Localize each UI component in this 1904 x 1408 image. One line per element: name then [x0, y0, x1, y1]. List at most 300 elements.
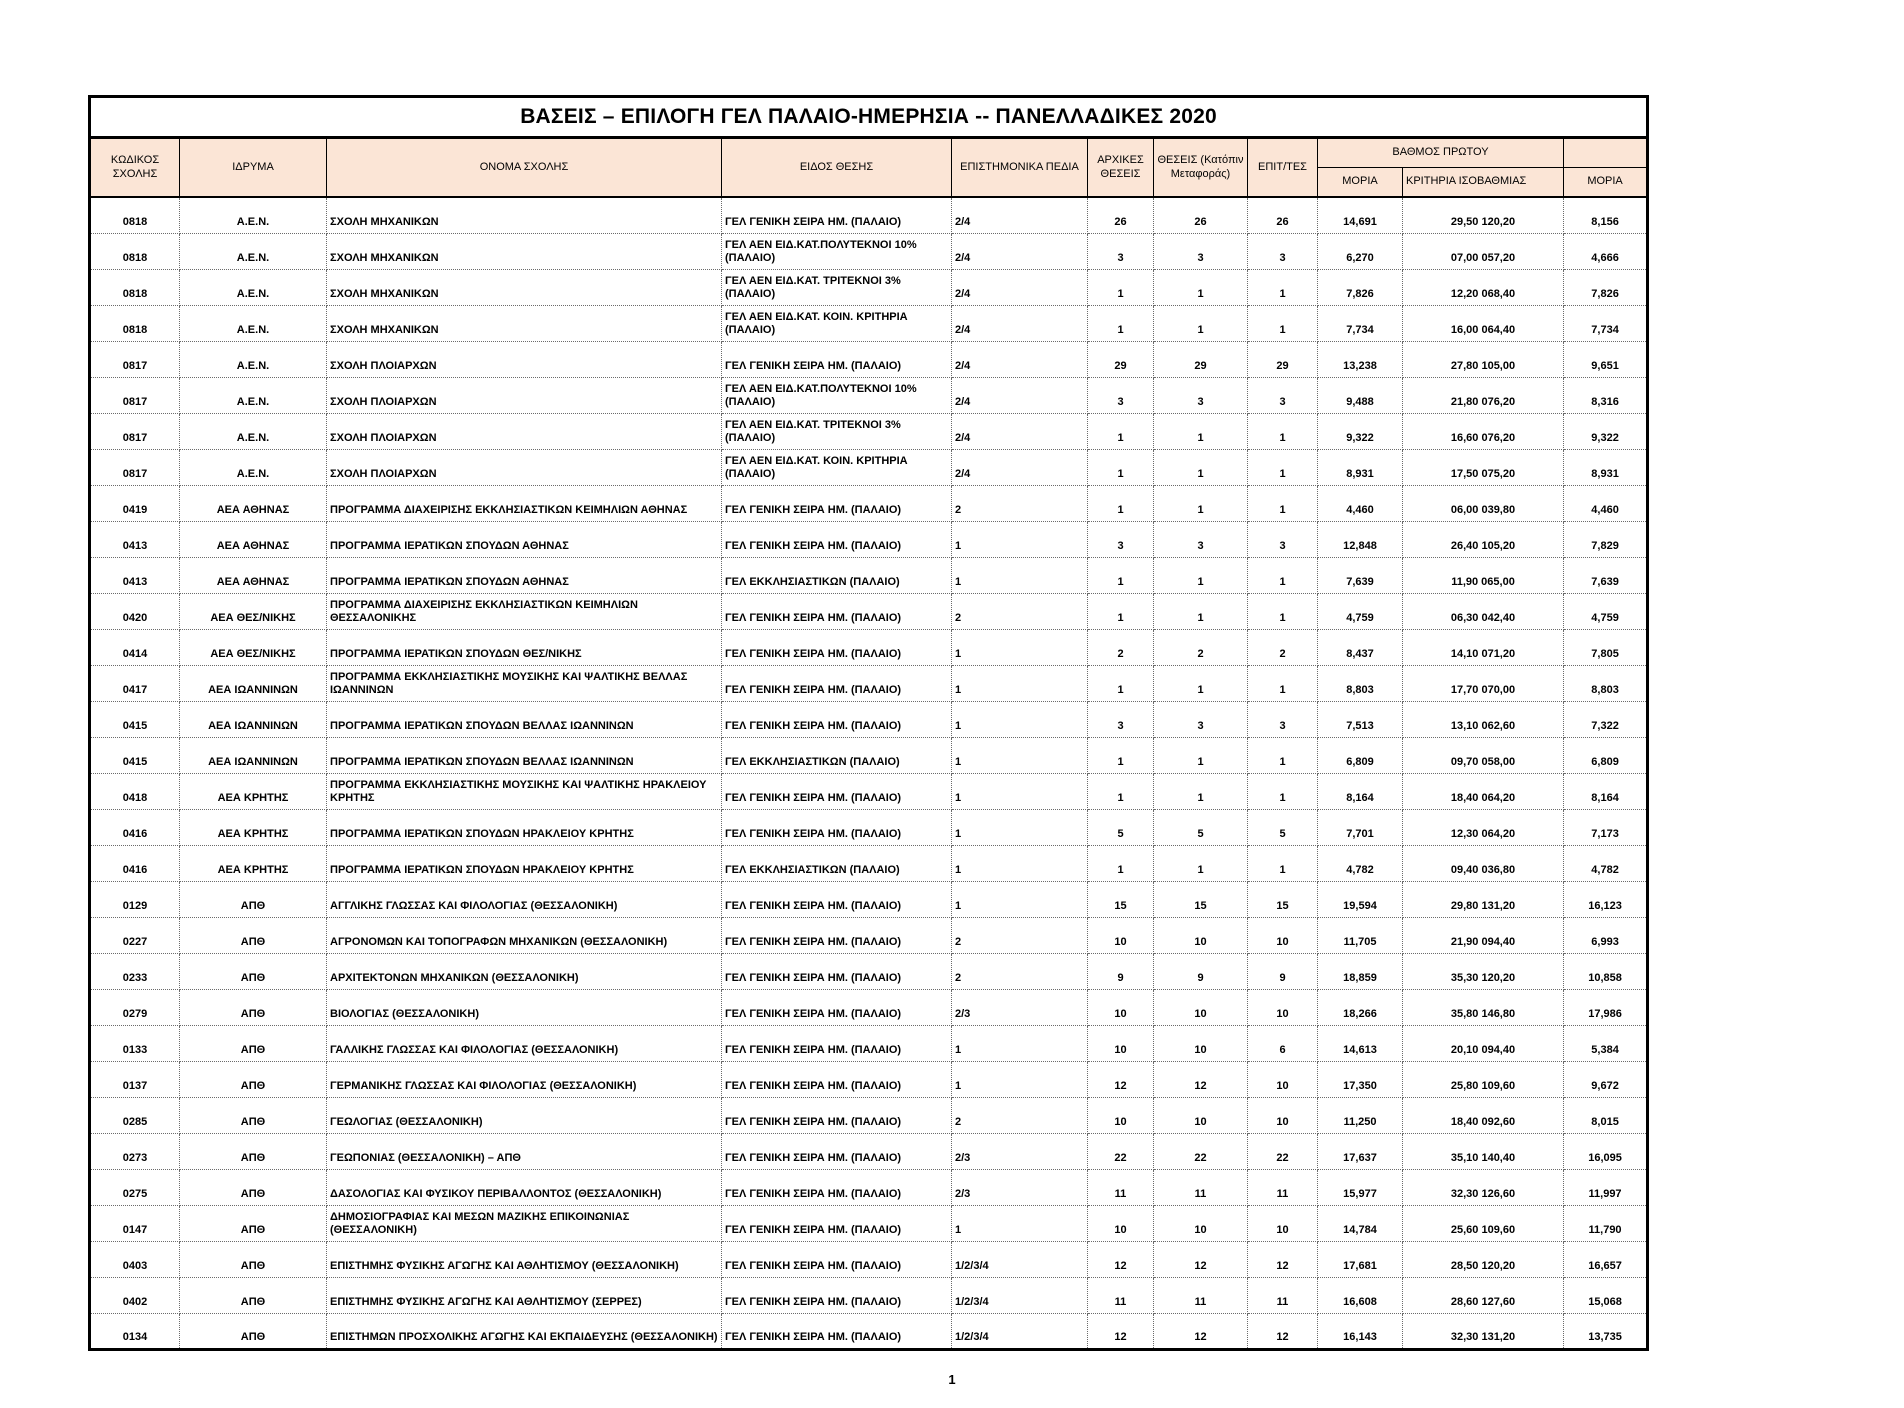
- last-moria-cell: 7,826: [1564, 269, 1648, 305]
- scientific-fields-cell: 2/3: [952, 1133, 1088, 1169]
- initial-seats-cell: 29: [1088, 341, 1154, 377]
- seats-after-transfer-cell: 1: [1154, 845, 1248, 881]
- tie-criteria-cell: 11,90 065,00: [1403, 557, 1564, 593]
- school-name-cell: ΕΠΙΣΤΗΜΗΣ ΦΥΣΙΚΗΣ ΑΓΩΓΗΣ ΚΑΙ ΑΘΛΗΤΙΣΜΟΥ (ΘΕΣΣΑΛΟΝΙΚΗ): [327, 1241, 722, 1277]
- last-moria-cell: 9,322: [1564, 413, 1648, 449]
- school-name-cell: ΣΧΟΛΗ ΠΛΟΙΑΡΧΩΝ: [327, 341, 722, 377]
- table-row: [90, 305, 1648, 341]
- admitted-cell: 1: [1248, 269, 1318, 305]
- table-row: [90, 953, 1648, 989]
- admitted-cell: 12: [1248, 1313, 1318, 1349]
- school-name-cell: ΑΓΓΛΙΚΗΣ ΓΛΩΣΣΑΣ ΚΑΙ ΦΙΛΟΛΟΓΙΑΣ (ΘΕΣΣΑΛΟΝΙΚΗ): [327, 881, 722, 917]
- position-type-cell: ΓΕΛ ΕΚΚΛΗΣΙΑΣΤΙΚΩΝ (ΠΑΛΑΙΟ): [722, 737, 952, 773]
- admitted-cell: 1: [1248, 485, 1318, 521]
- tie-criteria-cell: 27,80 105,00: [1403, 341, 1564, 377]
- position-type-cell: ΓΕΛ ΓΕΝΙΚΗ ΣΕΙΡΑ ΗΜ. (ΠΑΛΑΙΟ): [722, 1061, 952, 1097]
- scientific-fields-cell: 2: [952, 953, 1088, 989]
- institution-cell: ΑΠΘ: [180, 989, 327, 1025]
- table-row: [90, 557, 1648, 593]
- school-code-cell: 0147: [90, 1205, 180, 1241]
- table-row: [90, 269, 1648, 305]
- admitted-cell: 3: [1248, 521, 1318, 557]
- school-name-cell: ΕΠΙΣΤΗΜΩΝ ΠΡΟΣΧΟΛΙΚΗΣ ΑΓΩΓΗΣ ΚΑΙ ΕΚΠΑΙΔΕΥΣΗΣ (ΘΕΣΣΑΛΟΝΙΚΗ): [327, 1313, 722, 1349]
- position-type-cell: ΓΕΛ ΓΕΝΙΚΗ ΣΕΙΡΑ ΗΜ. (ΠΑΛΑΙΟ): [722, 881, 952, 917]
- position-type-cell: ΓΕΛ ΕΚΚΛΗΣΙΑΣΤΙΚΩΝ (ΠΑΛΑΙΟ): [722, 557, 952, 593]
- scientific-fields-cell: 1/2/3/4: [952, 1241, 1088, 1277]
- last-moria-cell: 7,805: [1564, 629, 1648, 665]
- table-row: [90, 233, 1648, 269]
- school-name-cell: ΠΡΟΓΡΑΜΜΑ ΙΕΡΑΤΙΚΩΝ ΣΠΟΥΔΩΝ ΗΡΑΚΛΕΙΟΥ ΚΡΗΤΗΣ: [327, 809, 722, 845]
- institution-cell: ΑΠΘ: [180, 1061, 327, 1097]
- school-name-cell: ΒΙΟΛΟΓΙΑΣ (ΘΕΣΣΑΛΟΝΙΚΗ): [327, 989, 722, 1025]
- seats-after-transfer-cell: 1: [1154, 593, 1248, 629]
- institution-cell: ΑΠΘ: [180, 1133, 327, 1169]
- school-code-cell: 0137: [90, 1061, 180, 1097]
- admitted-cell: 1: [1248, 593, 1318, 629]
- position-type-cell: ΓΕΛ ΓΕΝΙΚΗ ΣΕΙΡΑ ΗΜ. (ΠΑΛΑΙΟ): [722, 629, 952, 665]
- school-name-cell: ΔΗΜΟΣΙΟΓΡΑΦΙΑΣ ΚΑΙ ΜΕΣΩΝ ΜΑΖΙΚΗΣ ΕΠΙΚΟΙΝΩΝΙΑΣ (ΘΕΣΣΑΛΟΝΙΚΗ): [327, 1205, 722, 1241]
- institution-cell: ΑΕΑ ΑΘΗΝΑΣ: [180, 485, 327, 521]
- position-type-cell: ΓΕΛ ΓΕΝΙΚΗ ΣΕΙΡΑ ΗΜ. (ΠΑΛΑΙΟ): [722, 773, 952, 809]
- last-moria-cell: 8,156: [1564, 197, 1648, 233]
- institution-cell: ΑΕΑ ΑΘΗΝΑΣ: [180, 521, 327, 557]
- school-code-cell: 0402: [90, 1277, 180, 1313]
- table-row: [90, 1025, 1648, 1061]
- school-code-cell: 0818: [90, 197, 180, 233]
- initial-seats-cell: 12: [1088, 1313, 1154, 1349]
- institution-cell: Α.Ε.Ν.: [180, 377, 327, 413]
- position-type-cell: ΓΕΛ ΓΕΝΙΚΗ ΣΕΙΡΑ ΗΜ. (ΠΑΛΑΙΟ): [722, 521, 952, 557]
- institution-cell: ΑΠΘ: [180, 881, 327, 917]
- school-code-cell: 0416: [90, 809, 180, 845]
- school-name-cell: ΣΧΟΛΗ ΜΗΧΑΝΙΚΩΝ: [327, 233, 722, 269]
- admitted-cell: 1: [1248, 413, 1318, 449]
- admitted-cell: 3: [1248, 701, 1318, 737]
- scientific-fields-cell: 2/4: [952, 233, 1088, 269]
- scientific-fields-cell: 2/4: [952, 341, 1088, 377]
- initial-seats-cell: 3: [1088, 233, 1154, 269]
- table-row: [90, 1133, 1648, 1169]
- tie-criteria-cell: 21,80 076,20: [1403, 377, 1564, 413]
- scientific-fields-cell: 2/4: [952, 377, 1088, 413]
- col-header-initial-seats: ΑΡΧΙΚΕΣ ΘΕΣΕΙΣ: [1088, 138, 1154, 198]
- table-row: [90, 809, 1648, 845]
- last-moria-cell: 7,173: [1564, 809, 1648, 845]
- institution-cell: ΑΠΘ: [180, 1313, 327, 1349]
- scientific-fields-cell: 1: [952, 629, 1088, 665]
- school-name-cell: ΣΧΟΛΗ ΠΛΟΙΑΡΧΩΝ: [327, 377, 722, 413]
- tie-criteria-cell: 28,50 120,20: [1403, 1241, 1564, 1277]
- last-moria-cell: 6,809: [1564, 737, 1648, 773]
- col-header-scientific-fields: ΕΠΙΣΤΗΜΟΝΙΚΑ ΠΕΔΙΑ: [952, 138, 1088, 198]
- admitted-cell: 9: [1248, 953, 1318, 989]
- last-moria-cell: 17,986: [1564, 989, 1648, 1025]
- initial-seats-cell: 10: [1088, 989, 1154, 1025]
- admitted-cell: 11: [1248, 1277, 1318, 1313]
- table-row: [90, 737, 1648, 773]
- institution-cell: Α.Ε.Ν.: [180, 413, 327, 449]
- admitted-cell: 29: [1248, 341, 1318, 377]
- seats-after-transfer-cell: 1: [1154, 305, 1248, 341]
- last-moria-cell: 8,931: [1564, 449, 1648, 485]
- tie-criteria-cell: 32,30 126,60: [1403, 1169, 1564, 1205]
- position-type-cell: ΓΕΛ ΓΕΝΙΚΗ ΣΕΙΡΑ ΗΜ. (ΠΑΛΑΙΟ): [722, 1169, 952, 1205]
- seats-after-transfer-cell: 3: [1154, 233, 1248, 269]
- table-row: [90, 377, 1648, 413]
- school-code-cell: 0417: [90, 665, 180, 701]
- admitted-cell: 10: [1248, 1061, 1318, 1097]
- position-type-cell: ΓΕΛ ΓΕΝΙΚΗ ΣΕΙΡΑ ΗΜ. (ΠΑΛΑΙΟ): [722, 1097, 952, 1133]
- seats-after-transfer-cell: 12: [1154, 1313, 1248, 1349]
- institution-cell: ΑΠΘ: [180, 1097, 327, 1133]
- initial-seats-cell: 1: [1088, 845, 1154, 881]
- seats-after-transfer-cell: 10: [1154, 1205, 1248, 1241]
- last-moria-cell: 16,123: [1564, 881, 1648, 917]
- tie-criteria-cell: 29,80 131,20: [1403, 881, 1564, 917]
- seats-after-transfer-cell: 3: [1154, 521, 1248, 557]
- admitted-cell: 22: [1248, 1133, 1318, 1169]
- table-row: [90, 881, 1648, 917]
- initial-seats-cell: 11: [1088, 1169, 1154, 1205]
- scientific-fields-cell: 1: [952, 737, 1088, 773]
- admitted-cell: 26: [1248, 197, 1318, 233]
- position-type-cell: ΓΕΛ ΓΕΝΙΚΗ ΣΕΙΡΑ ΗΜ. (ΠΑΛΑΙΟ): [722, 917, 952, 953]
- last-moria-cell: 10,858: [1564, 953, 1648, 989]
- seats-after-transfer-cell: 1: [1154, 269, 1248, 305]
- tie-criteria-cell: 25,80 109,60: [1403, 1061, 1564, 1097]
- bases-table: [88, 95, 1649, 1351]
- seats-after-transfer-cell: 1: [1154, 665, 1248, 701]
- seats-after-transfer-cell: 29: [1154, 341, 1248, 377]
- seats-after-transfer-cell: 12: [1154, 1061, 1248, 1097]
- institution-cell: ΑΠΘ: [180, 1241, 327, 1277]
- tie-criteria-cell: 20,10 094,40: [1403, 1025, 1564, 1061]
- table-row: [90, 485, 1648, 521]
- scientific-fields-cell: 2: [952, 593, 1088, 629]
- initial-seats-cell: 9: [1088, 953, 1154, 989]
- school-code-cell: 0818: [90, 269, 180, 305]
- school-name-cell: ΓΑΛΛΙΚΗΣ ΓΛΩΣΣΑΣ ΚΑΙ ΦΙΛΟΛΟΓΙΑΣ (ΘΕΣΣΑΛΟΝΙΚΗ): [327, 1025, 722, 1061]
- seats-after-transfer-cell: 1: [1154, 485, 1248, 521]
- table-row: [90, 1277, 1648, 1313]
- scientific-fields-cell: 1: [952, 665, 1088, 701]
- table-row: [90, 1097, 1648, 1133]
- admitted-cell: 10: [1248, 989, 1318, 1025]
- tie-criteria-cell: 06,30 042,40: [1403, 593, 1564, 629]
- position-type-cell: ΓΕΛ ΕΚΚΛΗΣΙΑΣΤΙΚΩΝ (ΠΑΛΑΙΟ): [722, 845, 952, 881]
- last-moria-cell: 4,666: [1564, 233, 1648, 269]
- school-name-cell: ΣΧΟΛΗ ΜΗΧΑΝΙΚΩΝ: [327, 305, 722, 341]
- first-moria-cell: 7,701: [1318, 809, 1403, 845]
- last-moria-cell: 13,735: [1564, 1313, 1648, 1349]
- last-moria-cell: 7,639: [1564, 557, 1648, 593]
- col-header-seats-after-transfer: ΘΕΣΕΙΣ (Κατόπιν Μεταφοράς): [1154, 138, 1248, 198]
- initial-seats-cell: 12: [1088, 1241, 1154, 1277]
- seats-after-transfer-cell: 11: [1154, 1277, 1248, 1313]
- initial-seats-cell: 10: [1088, 1205, 1154, 1241]
- scientific-fields-cell: 2/4: [952, 305, 1088, 341]
- tie-criteria-cell: 35,10 140,40: [1403, 1133, 1564, 1169]
- scientific-fields-cell: 2/4: [952, 269, 1088, 305]
- scientific-fields-cell: 2/3: [952, 1169, 1088, 1205]
- col-header-epit-tes: ΕΠΙΤ/ΤΕΣ: [1248, 138, 1318, 198]
- first-moria-cell: 8,931: [1318, 449, 1403, 485]
- admitted-cell: 12: [1248, 1241, 1318, 1277]
- table-row: [90, 1313, 1648, 1349]
- school-code-cell: 0133: [90, 1025, 180, 1061]
- position-type-cell: ΓΕΛ ΓΕΝΙΚΗ ΣΕΙΡΑ ΗΜ. (ΠΑΛΑΙΟ): [722, 593, 952, 629]
- table-row: [90, 341, 1648, 377]
- seats-after-transfer-cell: 9: [1154, 953, 1248, 989]
- school-code-cell: 0817: [90, 449, 180, 485]
- school-name-cell: ΠΡΟΓΡΑΜΜΑ ΙΕΡΑΤΙΚΩΝ ΣΠΟΥΔΩΝ ΘΕΣ/ΝΙΚΗΣ: [327, 629, 722, 665]
- tie-criteria-cell: 17,70 070,00: [1403, 665, 1564, 701]
- last-moria-cell: 8,015: [1564, 1097, 1648, 1133]
- scientific-fields-cell: 1: [952, 1025, 1088, 1061]
- school-code-cell: 0233: [90, 953, 180, 989]
- last-moria-cell: 4,759: [1564, 593, 1648, 629]
- school-name-cell: ΑΡΧΙΤΕΚΤΟΝΩΝ ΜΗΧΑΝΙΚΩΝ (ΘΕΣΣΑΛΟΝΙΚΗ): [327, 953, 722, 989]
- initial-seats-cell: 1: [1088, 269, 1154, 305]
- seats-after-transfer-cell: 10: [1154, 917, 1248, 953]
- admitted-cell: 15: [1248, 881, 1318, 917]
- initial-seats-cell: 15: [1088, 881, 1154, 917]
- school-code-cell: 0416: [90, 845, 180, 881]
- school-name-cell: ΠΡΟΓΡΑΜΜΑ ΔΙΑΧΕΙΡΙΣΗΣ ΕΚΚΛΗΣΙΑΣΤΙΚΩΝ ΚΕΙΜΗΛΙΩΝ ΘΕΣΣΑΛΟΝΙΚΗΣ: [327, 593, 722, 629]
- first-moria-cell: 17,350: [1318, 1061, 1403, 1097]
- scientific-fields-cell: 1/2/3/4: [952, 1313, 1088, 1349]
- first-moria-cell: 14,613: [1318, 1025, 1403, 1061]
- seats-after-transfer-cell: 10: [1154, 989, 1248, 1025]
- school-code-cell: 0419: [90, 485, 180, 521]
- seats-after-transfer-cell: 10: [1154, 1025, 1248, 1061]
- school-code-cell: 0817: [90, 377, 180, 413]
- first-moria-cell: 6,270: [1318, 233, 1403, 269]
- school-code-cell: 0413: [90, 521, 180, 557]
- position-type-cell: ΓΕΛ ΓΕΝΙΚΗ ΣΕΙΡΑ ΗΜ. (ΠΑΛΑΙΟ): [722, 485, 952, 521]
- school-code-cell: 0818: [90, 233, 180, 269]
- institution-cell: ΑΕΑ ΙΩΑΝΝΙΝΩΝ: [180, 701, 327, 737]
- header-row-1: [90, 138, 1648, 168]
- tie-criteria-cell: 21,90 094,40: [1403, 917, 1564, 953]
- table-row: [90, 449, 1648, 485]
- admitted-cell: 10: [1248, 917, 1318, 953]
- last-moria-cell: 8,164: [1564, 773, 1648, 809]
- tie-criteria-cell: 16,60 076,20: [1403, 413, 1564, 449]
- position-type-cell: ΓΕΛ ΓΕΝΙΚΗ ΣΕΙΡΑ ΗΜ. (ΠΑΛΑΙΟ): [722, 1205, 952, 1241]
- admitted-cell: 5: [1248, 809, 1318, 845]
- first-moria-cell: 18,859: [1318, 953, 1403, 989]
- admitted-cell: 2: [1248, 629, 1318, 665]
- table-row: [90, 593, 1648, 629]
- table-row: [90, 629, 1648, 665]
- scientific-fields-cell: 1/2/3/4: [952, 1277, 1088, 1313]
- initial-seats-cell: 5: [1088, 809, 1154, 845]
- school-code-cell: 0275: [90, 1169, 180, 1205]
- first-moria-cell: 18,266: [1318, 989, 1403, 1025]
- tie-criteria-cell: 12,30 064,20: [1403, 809, 1564, 845]
- seats-after-transfer-cell: 1: [1154, 449, 1248, 485]
- first-moria-cell: 6,809: [1318, 737, 1403, 773]
- scientific-fields-cell: 2/4: [952, 413, 1088, 449]
- initial-seats-cell: 10: [1088, 1097, 1154, 1133]
- col-header-school-name: ΟΝΟΜΑ ΣΧΟΛΗΣ: [327, 138, 722, 198]
- school-code-cell: 0227: [90, 917, 180, 953]
- table-row: [90, 1205, 1648, 1241]
- school-name-cell: ΣΧΟΛΗ ΜΗΧΑΝΙΚΩΝ: [327, 269, 722, 305]
- position-type-cell: ΓΕΛ ΓΕΝΙΚΗ ΣΕΙΡΑ ΗΜ. (ΠΑΛΑΙΟ): [722, 1133, 952, 1169]
- first-moria-cell: 7,734: [1318, 305, 1403, 341]
- scientific-fields-cell: 1: [952, 881, 1088, 917]
- first-moria-cell: 14,784: [1318, 1205, 1403, 1241]
- position-type-cell: ΓΕΛ ΓΕΝΙΚΗ ΣΕΙΡΑ ΗΜ. (ΠΑΛΑΙΟ): [722, 665, 952, 701]
- scientific-fields-cell: 1: [952, 773, 1088, 809]
- school-code-cell: 0818: [90, 305, 180, 341]
- table-row: [90, 665, 1648, 701]
- last-moria-cell: 8,316: [1564, 377, 1648, 413]
- initial-seats-cell: 22: [1088, 1133, 1154, 1169]
- initial-seats-cell: 3: [1088, 701, 1154, 737]
- admitted-cell: 1: [1248, 845, 1318, 881]
- initial-seats-cell: 10: [1088, 917, 1154, 953]
- school-code-cell: 0129: [90, 881, 180, 917]
- position-type-cell: ΓΕΛ ΓΕΝΙΚΗ ΣΕΙΡΑ ΗΜ. (ΠΑΛΑΙΟ): [722, 197, 952, 233]
- col-header-position-type: ΕΙΔΟΣ ΘΕΣΗΣ: [722, 138, 952, 198]
- tie-criteria-cell: 35,30 120,20: [1403, 953, 1564, 989]
- last-moria-cell: 8,803: [1564, 665, 1648, 701]
- seats-after-transfer-cell: 11: [1154, 1169, 1248, 1205]
- position-type-cell: ΓΕΛ ΓΕΝΙΚΗ ΣΕΙΡΑ ΗΜ. (ΠΑΛΑΙΟ): [722, 1241, 952, 1277]
- table-body: [90, 197, 1648, 1349]
- tie-criteria-cell: 13,10 062,60: [1403, 701, 1564, 737]
- admitted-cell: 1: [1248, 773, 1318, 809]
- position-type-cell: ΓΕΛ ΓΕΝΙΚΗ ΣΕΙΡΑ ΗΜ. (ΠΑΛΑΙΟ): [722, 809, 952, 845]
- institution-cell: Α.Ε.Ν.: [180, 233, 327, 269]
- last-moria-cell: 15,068: [1564, 1277, 1648, 1313]
- admitted-cell: 1: [1248, 305, 1318, 341]
- school-name-cell: ΣΧΟΛΗ ΜΗΧΑΝΙΚΩΝ: [327, 197, 722, 233]
- position-type-cell: ΓΕΛ ΓΕΝΙΚΗ ΣΕΙΡΑ ΗΜ. (ΠΑΛΑΙΟ): [722, 1025, 952, 1061]
- position-type-cell: ΓΕΛ ΑΕΝ ΕΙΔ.ΚΑΤ. ΚΟΙΝ. ΚΡΙΤΗΡΙΑ (ΠΑΛΑΙΟ): [722, 305, 952, 341]
- table-row: [90, 1169, 1648, 1205]
- initial-seats-cell: 1: [1088, 665, 1154, 701]
- scientific-fields-cell: 2: [952, 1097, 1088, 1133]
- institution-cell: ΑΕΑ ΚΡΗΤΗΣ: [180, 845, 327, 881]
- tie-criteria-cell: 32,30 131,20: [1403, 1313, 1564, 1349]
- school-code-cell: 0415: [90, 701, 180, 737]
- first-moria-cell: 8,437: [1318, 629, 1403, 665]
- institution-cell: Α.Ε.Ν.: [180, 197, 327, 233]
- initial-seats-cell: 1: [1088, 485, 1154, 521]
- first-moria-cell: 9,488: [1318, 377, 1403, 413]
- institution-cell: ΑΠΘ: [180, 953, 327, 989]
- scientific-fields-cell: 2/4: [952, 449, 1088, 485]
- initial-seats-cell: 1: [1088, 305, 1154, 341]
- last-moria-cell: 4,782: [1564, 845, 1648, 881]
- admitted-cell: 1: [1248, 449, 1318, 485]
- school-code-cell: 0403: [90, 1241, 180, 1277]
- first-moria-cell: 7,513: [1318, 701, 1403, 737]
- scientific-fields-cell: 1: [952, 809, 1088, 845]
- institution-cell: Α.Ε.Ν.: [180, 305, 327, 341]
- position-type-cell: ΓΕΛ ΓΕΝΙΚΗ ΣΕΙΡΑ ΗΜ. (ΠΑΛΑΙΟ): [722, 1277, 952, 1313]
- empty-header-cell: [1564, 138, 1648, 168]
- school-code-cell: 0420: [90, 593, 180, 629]
- table-row: [90, 197, 1648, 233]
- school-code-cell: 0273: [90, 1133, 180, 1169]
- last-moria-cell: 6,993: [1564, 917, 1648, 953]
- scientific-fields-cell: 2/4: [952, 197, 1088, 233]
- seats-after-transfer-cell: 1: [1154, 737, 1248, 773]
- first-moria-cell: 16,608: [1318, 1277, 1403, 1313]
- school-name-cell: ΓΕΡΜΑΝΙΚΗΣ ΓΛΩΣΣΑΣ ΚΑΙ ΦΙΛΟΛΟΓΙΑΣ (ΘΕΣΣΑΛΟΝΙΚΗ): [327, 1061, 722, 1097]
- school-code-cell: 0817: [90, 413, 180, 449]
- admitted-cell: 1: [1248, 665, 1318, 701]
- first-moria-cell: 16,143: [1318, 1313, 1403, 1349]
- first-moria-cell: 8,164: [1318, 773, 1403, 809]
- scientific-fields-cell: 2: [952, 485, 1088, 521]
- seats-after-transfer-cell: 22: [1154, 1133, 1248, 1169]
- school-name-cell: ΠΡΟΓΡΑΜΜΑ ΔΙΑΧΕΙΡΙΣΗΣ ΕΚΚΛΗΣΙΑΣΤΙΚΩΝ ΚΕΙΜΗΛΙΩΝ ΑΘΗΝΑΣ: [327, 485, 722, 521]
- institution-cell: ΑΕΑ ΑΘΗΝΑΣ: [180, 557, 327, 593]
- institution-cell: ΑΕΑ ΘΕΣ/ΝΙΚΗΣ: [180, 593, 327, 629]
- last-moria-cell: 9,651: [1564, 341, 1648, 377]
- first-moria-cell: 11,705: [1318, 917, 1403, 953]
- institution-cell: ΑΠΘ: [180, 1025, 327, 1061]
- tie-criteria-cell: 17,50 075,20: [1403, 449, 1564, 485]
- admitted-cell: 3: [1248, 377, 1318, 413]
- institution-cell: ΑΕΑ ΙΩΑΝΝΙΝΩΝ: [180, 665, 327, 701]
- school-code-cell: 0418: [90, 773, 180, 809]
- col-header-moria-last: ΜΟΡΙΑ: [1564, 168, 1648, 198]
- first-moria-cell: 7,639: [1318, 557, 1403, 593]
- position-type-cell: ΓΕΛ ΑΕΝ ΕΙΔ.ΚΑΤ. ΤΡΙΤΕΚΝΟΙ 3% (ΠΑΛΑΙΟ): [722, 413, 952, 449]
- school-name-cell: ΠΡΟΓΡΑΜΜΑ ΙΕΡΑΤΙΚΩΝ ΣΠΟΥΔΩΝ ΑΘΗΝΑΣ: [327, 521, 722, 557]
- tie-criteria-cell: 16,00 064,40: [1403, 305, 1564, 341]
- initial-seats-cell: 3: [1088, 377, 1154, 413]
- first-moria-cell: 8,803: [1318, 665, 1403, 701]
- table-row: [90, 773, 1648, 809]
- institution-cell: Α.Ε.Ν.: [180, 269, 327, 305]
- position-type-cell: ΓΕΛ ΑΕΝ ΕΙΔ.ΚΑΤ. ΤΡΙΤΕΚΝΟΙ 3% (ΠΑΛΑΙΟ): [722, 269, 952, 305]
- institution-cell: ΑΕΑ ΙΩΑΝΝΙΝΩΝ: [180, 737, 327, 773]
- institution-cell: ΑΕΑ ΚΡΗΤΗΣ: [180, 773, 327, 809]
- school-name-cell: ΣΧΟΛΗ ΠΛΟΙΑΡΧΩΝ: [327, 449, 722, 485]
- admitted-cell: 6: [1248, 1025, 1318, 1061]
- tie-criteria-cell: 14,10 071,20: [1403, 629, 1564, 665]
- last-moria-cell: 9,672: [1564, 1061, 1648, 1097]
- admitted-cell: 3: [1248, 233, 1318, 269]
- col-header-school-code: ΚΩΔΙΚΟΣ ΣΧΟΛΗΣ: [90, 138, 180, 198]
- table-row: [90, 521, 1648, 557]
- tie-criteria-cell: 07,00 057,20: [1403, 233, 1564, 269]
- school-name-cell: ΠΡΟΓΡΑΜΜΑ ΕΚΚΛΗΣΙΑΣΤΙΚΗΣ ΜΟΥΣΙΚΗΣ ΚΑΙ ΨΑΛΤΙΚΗΣ ΒΕΛΛΑΣ ΙΩΑΝΝΙΝΩΝ: [327, 665, 722, 701]
- last-moria-cell: 7,322: [1564, 701, 1648, 737]
- table-title: ΒΑΣΕΙΣ – ΕΠΙΛΟΓΗ ΓΕΛ ΠΑΛΑΙΟ-ΗΜΕΡΗΣΙΑ -- ΠΑΝΕΛΛΑΔΙΚΕΣ 2020: [90, 97, 1648, 138]
- scientific-fields-cell: 1: [952, 845, 1088, 881]
- institution-cell: Α.Ε.Ν.: [180, 449, 327, 485]
- admitted-cell: 11: [1248, 1169, 1318, 1205]
- table-row: [90, 1241, 1648, 1277]
- seats-after-transfer-cell: 1: [1154, 413, 1248, 449]
- last-moria-cell: 16,657: [1564, 1241, 1648, 1277]
- first-moria-cell: 17,681: [1318, 1241, 1403, 1277]
- initial-seats-cell: 1: [1088, 737, 1154, 773]
- table-row: [90, 701, 1648, 737]
- last-moria-cell: 11,997: [1564, 1169, 1648, 1205]
- seats-after-transfer-cell: 3: [1154, 377, 1248, 413]
- school-code-cell: 0414: [90, 629, 180, 665]
